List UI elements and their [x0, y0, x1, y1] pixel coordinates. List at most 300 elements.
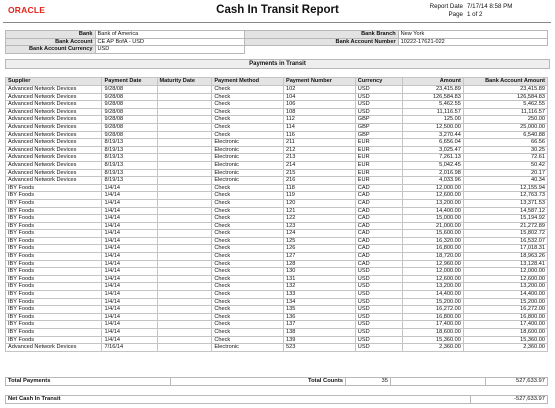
- column-header: Payment Method: [212, 78, 284, 86]
- table-cell: 6,656.04: [403, 139, 464, 147]
- table-cell: 16,800.00: [403, 313, 464, 321]
- table-cell: Electronic: [212, 139, 284, 147]
- table-cell: 30.25: [463, 146, 547, 154]
- table-cell: 104: [283, 93, 355, 101]
- page-label: Page: [448, 10, 463, 18]
- table-cell: CAD: [355, 215, 402, 223]
- total-payments-label: Total Payments: [6, 378, 171, 386]
- table-cell: Advanced Network Devices: [6, 101, 102, 109]
- table-cell: [157, 161, 212, 169]
- table-cell: CAD: [355, 199, 402, 207]
- table-cell: 18,600.00: [463, 329, 547, 337]
- table-row: [6, 291, 548, 299]
- bank-info-row: [6, 46, 548, 54]
- table-row: [6, 169, 548, 177]
- table-cell: Check: [212, 313, 284, 321]
- table-cell: [157, 123, 212, 131]
- table-cell: [157, 154, 212, 162]
- table-cell: IBY Foods: [6, 207, 102, 215]
- table-cell: 12,960.00: [403, 260, 464, 268]
- table-cell: GBP: [355, 116, 402, 124]
- table-cell: [157, 192, 212, 200]
- table-cell: 23,415.89: [463, 86, 547, 94]
- table-cell: 23,415.89: [403, 86, 464, 94]
- table-cell: Advanced Network Devices: [6, 123, 102, 131]
- table-cell: USD: [355, 321, 402, 329]
- table-cell: Check: [212, 237, 284, 245]
- table-cell: 6,540.88: [463, 131, 547, 139]
- table-cell: 8/19/13: [102, 146, 157, 154]
- table-cell: 102: [283, 86, 355, 94]
- table-row: [6, 131, 548, 139]
- table-row: [6, 161, 548, 169]
- table-cell: 9/28/08: [102, 93, 157, 101]
- table-cell: Electronic: [212, 169, 284, 177]
- table-cell: 139: [283, 336, 355, 344]
- table-row: [6, 344, 548, 352]
- table-row: [6, 123, 548, 131]
- table-cell: Check: [212, 321, 284, 329]
- table-cell: [157, 184, 212, 192]
- table-cell: USD: [355, 336, 402, 344]
- table-cell: 134: [283, 298, 355, 306]
- table-cell: IBY Foods: [6, 268, 102, 276]
- table-row: [6, 207, 548, 215]
- table-cell: 213: [283, 154, 355, 162]
- table-cell: IBY Foods: [6, 184, 102, 192]
- table-cell: 17,400.00: [463, 321, 547, 329]
- account-value: CE AP BofA - USD: [95, 38, 245, 46]
- table-cell: IBY Foods: [6, 222, 102, 230]
- table-cell: CAD: [355, 253, 402, 261]
- table-cell: Electronic: [212, 146, 284, 154]
- table-cell: EUR: [355, 154, 402, 162]
- table-cell: 126: [283, 245, 355, 253]
- table-cell: 216: [283, 177, 355, 185]
- table-cell: CAD: [355, 207, 402, 215]
- table-row: [6, 306, 548, 314]
- table-cell: Check: [212, 306, 284, 314]
- table-cell: 12,000.00: [403, 268, 464, 276]
- table-cell: 122: [283, 215, 355, 223]
- table-cell: USD: [355, 101, 402, 109]
- table-cell: Check: [212, 329, 284, 337]
- table-cell: USD: [355, 268, 402, 276]
- table-cell: Advanced Network Devices: [6, 131, 102, 139]
- table-body: [6, 86, 548, 352]
- table-row: [6, 146, 548, 154]
- table-cell: [157, 313, 212, 321]
- table-cell: 1/4/14: [102, 192, 157, 200]
- table-cell: IBY Foods: [6, 329, 102, 337]
- table-cell: [157, 329, 212, 337]
- table-cell: 13,200.00: [403, 199, 464, 207]
- table-cell: 126,584.83: [403, 93, 464, 101]
- table-cell: Check: [212, 230, 284, 238]
- table-cell: 1/4/14: [102, 275, 157, 283]
- column-header: Supplier: [6, 78, 102, 86]
- bank-label: Bank: [6, 31, 96, 39]
- table-cell: 15,194.92: [463, 215, 547, 223]
- table-row: [6, 283, 548, 291]
- table-cell: Check: [212, 275, 284, 283]
- table-cell: IBY Foods: [6, 237, 102, 245]
- net-table: [5, 395, 548, 404]
- table-cell: 8/19/13: [102, 169, 157, 177]
- table-row: [6, 86, 548, 94]
- blank-cell: [245, 46, 398, 54]
- table-cell: 2,360.00: [463, 344, 547, 352]
- table-cell: IBY Foods: [6, 291, 102, 299]
- table-cell: 15,600.00: [403, 230, 464, 238]
- table-cell: 12,000.00: [403, 184, 464, 192]
- page-value: 1 of 2: [467, 10, 483, 18]
- table-cell: 2,016.98: [403, 169, 464, 177]
- table-cell: 13,128.41: [463, 260, 547, 268]
- report-meta: [423, 3, 512, 18]
- table-cell: 15,360.00: [463, 336, 547, 344]
- table-cell: 132: [283, 283, 355, 291]
- payments-table: [5, 77, 548, 352]
- table-cell: 1/4/14: [102, 283, 157, 291]
- table-cell: USD: [355, 283, 402, 291]
- table-cell: Check: [212, 253, 284, 261]
- account-number-label: Bank Account Number: [245, 38, 398, 46]
- table-cell: 1/4/14: [102, 260, 157, 268]
- table-cell: 9/28/08: [102, 101, 157, 109]
- table-cell: 1/4/14: [102, 222, 157, 230]
- table-cell: 12,600.00: [463, 275, 547, 283]
- table-cell: [157, 298, 212, 306]
- table-cell: 250.00: [463, 116, 547, 124]
- table-cell: 18,963.26: [463, 253, 547, 261]
- table-cell: [157, 230, 212, 238]
- table-cell: 16,272.00: [463, 306, 547, 314]
- table-cell: Check: [212, 101, 284, 109]
- table-cell: 1/4/14: [102, 336, 157, 344]
- table-cell: 214: [283, 161, 355, 169]
- table-cell: 17,400.00: [403, 321, 464, 329]
- table-cell: 21,000.00: [403, 222, 464, 230]
- table-cell: [157, 321, 212, 329]
- table-row: [6, 215, 548, 223]
- bank-value: Bank of America: [95, 31, 245, 39]
- currency-label: Bank Account Currency: [6, 46, 96, 54]
- table-cell: [157, 108, 212, 116]
- table-cell: 215: [283, 169, 355, 177]
- table-cell: 40.34: [463, 177, 547, 185]
- table-cell: EUR: [355, 161, 402, 169]
- bank-info-row: [6, 38, 548, 46]
- table-cell: 9/28/08: [102, 116, 157, 124]
- table-row: [6, 184, 548, 192]
- table-cell: Check: [212, 192, 284, 200]
- table-cell: 119: [283, 192, 355, 200]
- table-cell: [157, 275, 212, 283]
- blank-cell: [391, 378, 486, 386]
- table-cell: 1/4/14: [102, 298, 157, 306]
- table-cell: 16,800.00: [463, 313, 547, 321]
- table-row: [6, 268, 548, 276]
- table-cell: 14,400.00: [463, 291, 547, 299]
- table-cell: USD: [355, 344, 402, 352]
- table-cell: 124: [283, 230, 355, 238]
- table-cell: IBY Foods: [6, 230, 102, 238]
- table-cell: [157, 93, 212, 101]
- table-cell: [157, 101, 212, 109]
- table-cell: 1/4/14: [102, 184, 157, 192]
- table-cell: 1/4/14: [102, 313, 157, 321]
- table-row: [6, 108, 548, 116]
- table-cell: Electronic: [212, 177, 284, 185]
- table-cell: 1/4/14: [102, 245, 157, 253]
- table-cell: 9/28/08: [102, 131, 157, 139]
- table-row: [6, 260, 548, 268]
- table-cell: EUR: [355, 146, 402, 154]
- table-cell: 8/19/13: [102, 161, 157, 169]
- table-cell: 15,200.00: [403, 298, 464, 306]
- currency-value: USD: [95, 46, 245, 54]
- table-cell: 131: [283, 275, 355, 283]
- table-row: [6, 298, 548, 306]
- table-cell: 3,025.47: [403, 146, 464, 154]
- report-title: Cash In Transit Report: [216, 4, 339, 16]
- report-date-line: [423, 3, 512, 11]
- table-cell: CAD: [355, 230, 402, 238]
- table-cell: Advanced Network Devices: [6, 108, 102, 116]
- table-cell: USD: [355, 291, 402, 299]
- table-cell: 16,272.00: [403, 306, 464, 314]
- table-cell: Check: [212, 222, 284, 230]
- section-title: Payments in Transit: [5, 59, 550, 69]
- table-row: [6, 321, 548, 329]
- table-cell: CAD: [355, 192, 402, 200]
- table-cell: Check: [212, 268, 284, 276]
- report-date-value: 7/17/14 8:58 PM: [467, 3, 513, 10]
- table-cell: Electronic: [212, 154, 284, 162]
- table-cell: USD: [355, 306, 402, 314]
- table-cell: [157, 86, 212, 94]
- table-row: [6, 313, 548, 321]
- table-cell: 11,116.57: [463, 108, 547, 116]
- table-cell: Check: [212, 199, 284, 207]
- table-cell: IBY Foods: [6, 253, 102, 261]
- total-amount-value: 527,633.97: [486, 378, 548, 386]
- table-header-row: [6, 78, 548, 86]
- table-cell: Check: [212, 215, 284, 223]
- table-cell: USD: [355, 313, 402, 321]
- table-cell: 136: [283, 313, 355, 321]
- header-rule: [3, 22, 551, 23]
- table-cell: 1/4/14: [102, 306, 157, 314]
- table-cell: [157, 215, 212, 223]
- table-cell: IBY Foods: [6, 245, 102, 253]
- table-cell: 66.56: [463, 139, 547, 147]
- table-cell: 7,261.13: [403, 154, 464, 162]
- table-cell: 108: [283, 108, 355, 116]
- net-amount-value: -527,633.97: [471, 396, 548, 404]
- table-cell: 21,272.89: [463, 222, 547, 230]
- table-cell: 15,000.00: [403, 215, 464, 223]
- table-row: [6, 336, 548, 344]
- account-label: Bank Account: [6, 38, 96, 46]
- table-cell: Advanced Network Devices: [6, 86, 102, 94]
- table-cell: IBY Foods: [6, 336, 102, 344]
- table-cell: 211: [283, 139, 355, 147]
- table-cell: Advanced Network Devices: [6, 344, 102, 352]
- table-cell: 1/4/14: [102, 230, 157, 238]
- table-cell: 1/4/14: [102, 253, 157, 261]
- table-row: [6, 230, 548, 238]
- table-cell: 12,763.73: [463, 192, 547, 200]
- table-cell: Advanced Network Devices: [6, 154, 102, 162]
- table-row: [6, 253, 548, 261]
- table-cell: Check: [212, 298, 284, 306]
- table-cell: GBP: [355, 123, 402, 131]
- table-cell: CAD: [355, 184, 402, 192]
- table-cell: USD: [355, 86, 402, 94]
- table-cell: 1/4/14: [102, 329, 157, 337]
- table-cell: 14,400.00: [403, 207, 464, 215]
- table-cell: Check: [212, 123, 284, 131]
- table-cell: 112: [283, 116, 355, 124]
- table-cell: [157, 260, 212, 268]
- table-cell: Check: [212, 245, 284, 253]
- table-cell: IBY Foods: [6, 306, 102, 314]
- table-cell: 127: [283, 253, 355, 261]
- table-row: [6, 329, 548, 337]
- table-cell: Advanced Network Devices: [6, 146, 102, 154]
- table-cell: 9/28/08: [102, 86, 157, 94]
- table-cell: 1/4/14: [102, 237, 157, 245]
- table-row: [6, 154, 548, 162]
- table-cell: 72.61: [463, 154, 547, 162]
- table-cell: IBY Foods: [6, 275, 102, 283]
- page-line: [423, 11, 512, 19]
- bank-info-table: [5, 30, 548, 54]
- table-cell: [157, 237, 212, 245]
- table-cell: [157, 245, 212, 253]
- table-cell: [157, 336, 212, 344]
- table-cell: USD: [355, 275, 402, 283]
- table-cell: USD: [355, 93, 402, 101]
- table-cell: IBY Foods: [6, 192, 102, 200]
- table-cell: 135: [283, 306, 355, 314]
- table-row: [6, 222, 548, 230]
- table-cell: [157, 268, 212, 276]
- table-cell: 12,600.00: [403, 192, 464, 200]
- table-cell: Check: [212, 93, 284, 101]
- table-cell: 18,600.00: [403, 329, 464, 337]
- table-cell: 13,200.00: [403, 283, 464, 291]
- table-cell: Advanced Network Devices: [6, 169, 102, 177]
- table-cell: 1/4/14: [102, 199, 157, 207]
- table-cell: GBP: [355, 131, 402, 139]
- totals-table: [5, 377, 548, 386]
- table-cell: Advanced Network Devices: [6, 139, 102, 147]
- table-cell: 121: [283, 207, 355, 215]
- table-cell: Check: [212, 131, 284, 139]
- table-cell: CAD: [355, 222, 402, 230]
- oracle-logo: ORACLE: [8, 5, 46, 15]
- table-cell: 1/4/14: [102, 215, 157, 223]
- table-cell: 8/19/13: [102, 154, 157, 162]
- table-cell: Check: [212, 86, 284, 94]
- table-cell: 125: [283, 237, 355, 245]
- branch-label: Bank Branch: [245, 31, 398, 39]
- table-row: [6, 177, 548, 185]
- table-cell: 212: [283, 146, 355, 154]
- table-cell: 13,371.53: [463, 199, 547, 207]
- net-row: [6, 396, 548, 404]
- table-cell: [157, 253, 212, 261]
- table-cell: Electronic: [212, 344, 284, 352]
- table-cell: [157, 139, 212, 147]
- table-row: [6, 275, 548, 283]
- column-header: Currency: [355, 78, 402, 86]
- table-cell: IBY Foods: [6, 313, 102, 321]
- table-cell: 106: [283, 101, 355, 109]
- table-cell: 5,042.45: [403, 161, 464, 169]
- table-cell: [157, 169, 212, 177]
- table-cell: USD: [355, 298, 402, 306]
- table-cell: 1/4/14: [102, 207, 157, 215]
- report-date-label: Report Date: [429, 3, 463, 10]
- table-cell: 15,360.00: [403, 336, 464, 344]
- totals-row: [6, 378, 548, 386]
- column-header: Payment Number: [283, 78, 355, 86]
- table-cell: 12,000.00: [463, 268, 547, 276]
- table-cell: 130: [283, 268, 355, 276]
- table-cell: 12,155.94: [463, 184, 547, 192]
- table-cell: 5,462.55: [463, 101, 547, 109]
- table-cell: 1/4/14: [102, 268, 157, 276]
- column-header: Payment Date: [102, 78, 157, 86]
- table-cell: 14,587.12: [463, 207, 547, 215]
- table-cell: Check: [212, 184, 284, 192]
- table-cell: IBY Foods: [6, 283, 102, 291]
- table-cell: 120: [283, 199, 355, 207]
- table-cell: IBY Foods: [6, 321, 102, 329]
- table-row: [6, 101, 548, 109]
- table-cell: CAD: [355, 237, 402, 245]
- table-cell: 138: [283, 329, 355, 337]
- table-row: [6, 245, 548, 253]
- table-cell: [157, 146, 212, 154]
- table-cell: [157, 283, 212, 291]
- table-cell: Check: [212, 116, 284, 124]
- table-cell: IBY Foods: [6, 298, 102, 306]
- table-cell: 137: [283, 321, 355, 329]
- total-counts-label: Total Counts: [171, 378, 346, 386]
- table-cell: 1/4/14: [102, 321, 157, 329]
- table-cell: Check: [212, 260, 284, 268]
- table-cell: 12,500.00: [403, 123, 464, 131]
- table-cell: [157, 207, 212, 215]
- table-cell: Advanced Network Devices: [6, 93, 102, 101]
- table-row: [6, 237, 548, 245]
- column-header: Maturity Date: [157, 78, 212, 86]
- table-cell: Advanced Network Devices: [6, 116, 102, 124]
- table-cell: 15,200.00: [463, 298, 547, 306]
- table-cell: 128: [283, 260, 355, 268]
- net-label: Net Cash In Transit: [6, 396, 471, 404]
- table-cell: IBY Foods: [6, 215, 102, 223]
- table-cell: 12,600.00: [403, 275, 464, 283]
- table-cell: [157, 291, 212, 299]
- table-cell: 114: [283, 123, 355, 131]
- table-cell: Electronic: [212, 161, 284, 169]
